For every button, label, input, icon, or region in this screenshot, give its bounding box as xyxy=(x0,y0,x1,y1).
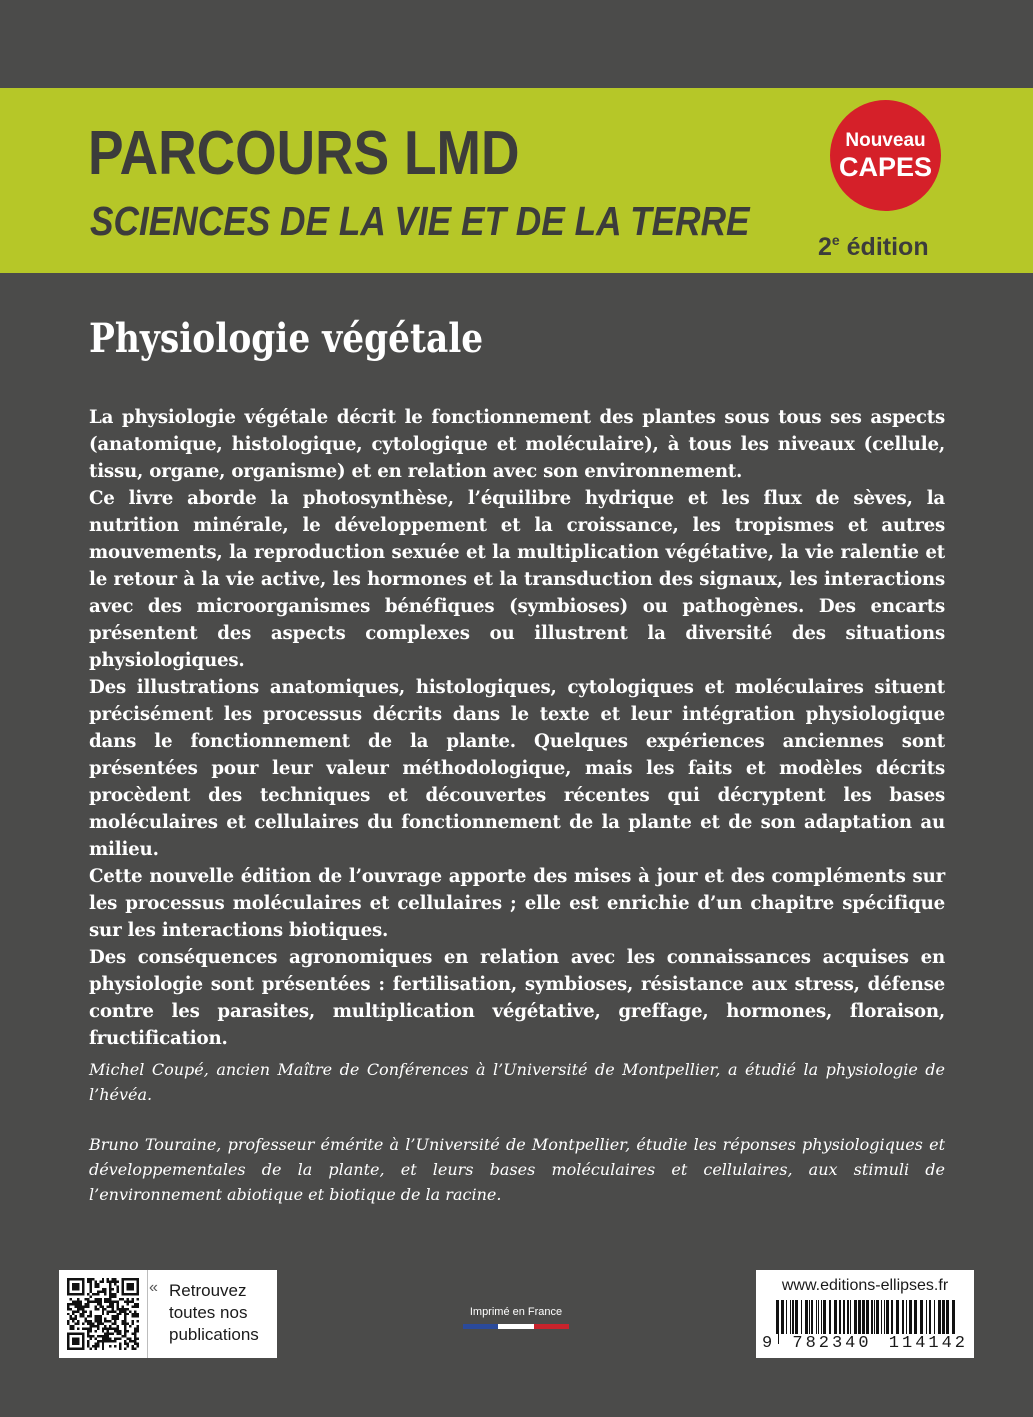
edition-superscript: e xyxy=(831,232,840,248)
barcode-bar xyxy=(795,1300,798,1334)
publications-qr-box[interactable] xyxy=(59,1270,277,1358)
flag-blue xyxy=(463,1324,498,1329)
barcode-bar xyxy=(896,1300,899,1334)
printed-in-france: Imprimé en France xyxy=(469,1306,563,1318)
flag-white xyxy=(498,1324,533,1329)
barcode-bar xyxy=(816,1300,817,1334)
barcode-bar xyxy=(920,1300,923,1334)
description-paragraph: La physiologie végétale décrit le fonctionnement des plantes sous tous ses aspects (anatomique, histologique, cytologique et moléculaire), à tous les niveaux (cellule, tissu, organe, organisme) et en relation avec son environnement. xyxy=(89,407,945,482)
barcode-bar xyxy=(839,1300,841,1334)
barcode-bar xyxy=(858,1300,861,1334)
barcode-bar xyxy=(834,1300,837,1334)
edition-label xyxy=(818,224,929,263)
barcode-bar xyxy=(891,1300,893,1334)
qr-divider xyxy=(147,1270,148,1358)
barcode-bar xyxy=(871,1300,873,1334)
barcode-bar xyxy=(790,1300,791,1334)
french-flag-stripe xyxy=(463,1324,569,1329)
isbn-group: 782340 xyxy=(792,1334,872,1353)
series-subtitle: SCIENCES DE LA VIE ET DE LA TERRE xyxy=(90,198,750,244)
isbn-number xyxy=(756,1334,974,1354)
barcode-bar xyxy=(818,1300,819,1334)
description xyxy=(89,404,945,1052)
description-paragraph: Cette nouvelle édition de l’ouvrage apporte des mises à jour et des compléments sur les processus moléculaires et cellulaires ; elle est enrichie d’un chapitre spécifique sur les interactions biotiques. xyxy=(89,866,945,941)
barcode-bar xyxy=(862,1300,864,1334)
author-bio: Michel Coupé, ancien Maître de Conférences à l’Université de Montpellier, a étudié la physiologie de l’hévéa. xyxy=(89,1060,945,1104)
barcode-bar xyxy=(938,1300,941,1334)
barcode-bar xyxy=(906,1300,907,1334)
barcode-bar xyxy=(854,1300,857,1334)
barcode-bar xyxy=(909,1300,912,1334)
author-bio: Bruno Touraine, professeur émérite à l’Université de Montpellier, étudie les réponses physiologiques et développementales de la plante, et leurs bases moléculaires et cellulaires, aux stimuli de l’environnement abiotique et biotique de la racine. xyxy=(89,1135,945,1204)
barcode-bar xyxy=(914,1300,917,1334)
isbn-group: 114142 xyxy=(888,1334,969,1353)
barcode-bar xyxy=(881,1300,882,1334)
barcode-bar xyxy=(884,1300,885,1334)
barcode-bar xyxy=(929,1300,931,1334)
barcode-bar xyxy=(809,1300,810,1334)
double-chevron-left-icon: « xyxy=(149,1279,158,1296)
barcode-bar xyxy=(876,1300,879,1334)
barcode-bar xyxy=(847,1300,849,1334)
barcode-bar xyxy=(926,1300,927,1334)
barcode-bar xyxy=(801,1300,802,1334)
isbn-barcode-box xyxy=(756,1270,974,1358)
description-paragraph: Des conséquences agronomiques en relation avec les connaissances acquises en physiologie sont présentées : fertilisation, symbioses, résistance aux stress, défense contre les parasites, multiplication végétative, greffage, hormones, floraison, fructification. xyxy=(89,947,945,1049)
barcode-bar xyxy=(792,1300,794,1334)
barcode-bar xyxy=(843,1300,845,1334)
barcode-bar xyxy=(821,1300,822,1334)
badge-top-text: Nouveau xyxy=(845,130,926,151)
isbn-group: 9 xyxy=(761,1334,776,1353)
barcode-bar xyxy=(811,1300,813,1334)
barcode-bar xyxy=(850,1300,851,1334)
barcode-bar xyxy=(781,1300,784,1334)
barcode-bar xyxy=(874,1300,875,1334)
barcode-bar xyxy=(902,1300,904,1334)
barcode-bar xyxy=(786,1300,787,1334)
author-bios xyxy=(89,1057,945,1232)
barcode-bar xyxy=(942,1300,945,1334)
barcode-bar xyxy=(823,1300,826,1334)
badge-bottom-text: CAPES xyxy=(838,152,933,182)
publisher-website[interactable]: www.editions-ellipses.fr xyxy=(781,1277,949,1294)
edition-word: édition xyxy=(846,233,929,261)
series-title: PARCOURS LMD xyxy=(88,119,520,188)
barcode-bar xyxy=(805,1300,808,1334)
barcode-bar xyxy=(829,1300,831,1334)
barcode-bar xyxy=(934,1300,935,1334)
new-capes-badge xyxy=(830,100,941,211)
qr-code-icon[interactable] xyxy=(67,1278,139,1350)
description-paragraph: Ce livre aborde la photosynthèse, l’équilibre hydrique et les flux de sèves, la nutrition minérale, le développement et la croissance, les tropismes et autres mouvements, la reproduction sexuée et la multiplication végétative, la vie ralentie et le retour à la vie active, les hormones et la transduction des signaux, les interactions avec des microorganismes bénéfiques (symbioses) ou pathogènes. Des encarts présentent des aspects complexes ou illustrent la diversité des situations physiologiques. xyxy=(89,488,945,671)
barcode-bar xyxy=(886,1300,889,1334)
barcode-bar xyxy=(946,1300,949,1334)
edition-number: 2 xyxy=(818,233,832,261)
description-paragraph: Des illustrations anatomiques, histologiques, cytologiques et moléculaires situent précisément les processus décrits dans le texte et leur intégration physiologique dans le fonctionnement de la plante. Quelques expériences anciennes sont présentées pour leur valeur méthodologique, mais les faits et modèles décrits procèdent des techniques et découvertes récentes qui décryptent les bases moléculaires et cellulaires du fonctionnement de la plante et de son adaptation au milieu. xyxy=(89,677,945,860)
qr-caption: Retrouvez toutes nos publications xyxy=(169,1281,259,1344)
book-title: Physiologie végétale xyxy=(89,315,484,362)
flag-red xyxy=(534,1324,569,1329)
